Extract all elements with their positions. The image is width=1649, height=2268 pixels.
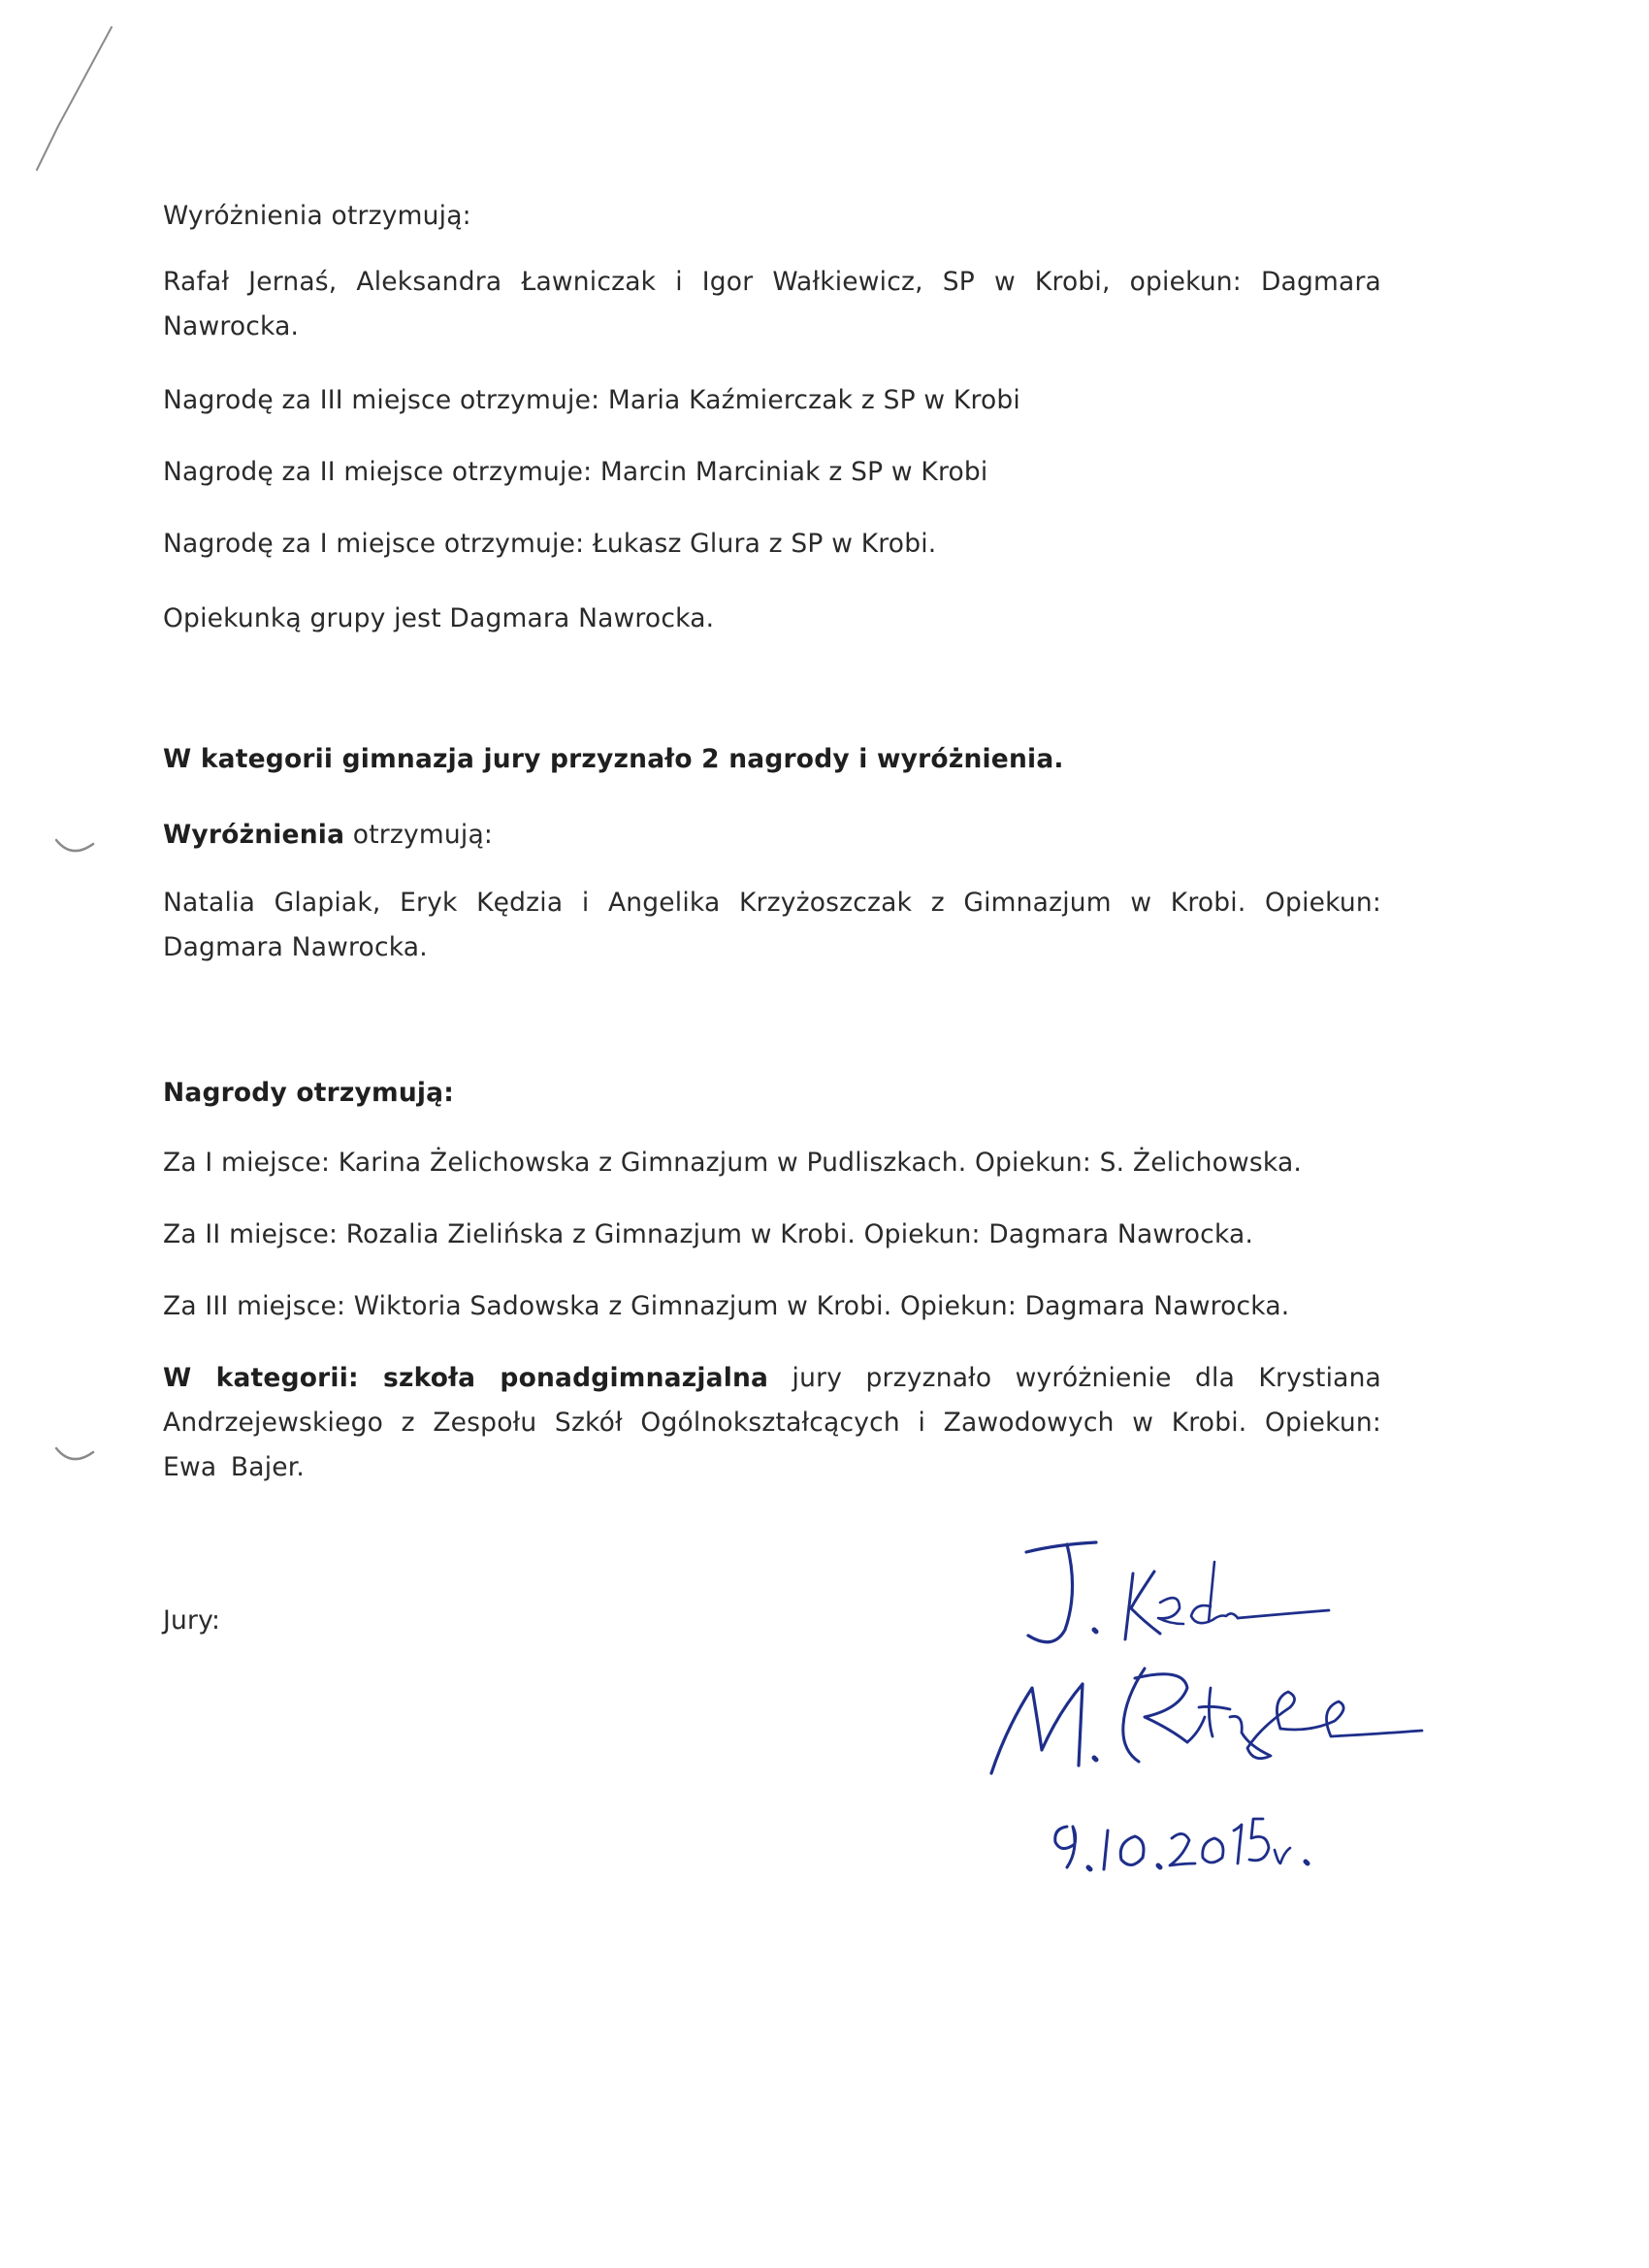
prizes-heading <box>163 1071 1381 1116</box>
prizes-heading-text: Nagrody otrzymują: <box>163 1078 455 1108</box>
first-place-line: Nagrodę za I miejsce otrzymuje: Łukasz Glura z SP w Krobi. <box>163 529 937 559</box>
gim-first-place: Za I miejsce: Karina Żelichowska z Gimnazjum w Pudliszkach. Opiekun: S. Żelichowska. <box>163 1148 1303 1178</box>
mentions-rest: otrzymują: <box>344 820 494 850</box>
honorable-mentions-label: Wyróżnienia otrzymują: <box>163 201 471 231</box>
scan-corner-mark <box>19 19 126 175</box>
gim-third-place: Za III miejsce: Wiktoria Sadowska z Gimnazjum w Krobi. Opiekun: Dagmara Nawrocka. <box>163 1291 1290 1321</box>
group-guardian-line: Opiekunką grupy jest Dagmara Nawrocka. <box>163 603 715 633</box>
third-place-line: Nagrodę za III miejsce otrzymuje: Maria Kaźmierczak z SP w Krobi <box>163 385 1020 415</box>
ponadgimnazjalna-paragraph <box>163 1356 1381 1490</box>
signature-2 <box>980 1649 1436 1785</box>
gimnazja-mentions-label <box>163 813 1381 858</box>
punch-hole-mark <box>50 1442 99 1472</box>
second-place-line: Nagrodę za II miejsce otrzymuje: Marcin Marciniak z SP w Krobi <box>163 457 988 487</box>
ponad-rest: jury przyznało wyróżnienie dla Krystiana Andrzejewskiego z Zespołu Szkół Ogólnokształcących i Zawodowych w Krobi. Opiekun: Ewa Bajer. <box>163 1363 1382 1482</box>
honorable-mentions-names: Rafał Jernaś, Aleksandra Ławniczak i Igor Wałkiewicz, SP w Krobi, opiekun: Dagmara Nawrocka. <box>163 267 1381 341</box>
jury-label: Jury: <box>163 1605 221 1636</box>
mentions-bold: Wyróżnienia <box>163 820 345 850</box>
signature-1 <box>989 1533 1348 1659</box>
section-heading-text: W kategorii gimnazja jury przyznało 2 nagrody i wyróżnienia. <box>163 744 1064 774</box>
punch-hole-mark <box>50 834 99 863</box>
section-heading-gimnazja <box>163 737 1381 782</box>
handwritten-date <box>1038 1790 1329 1877</box>
gimnazja-mentions-names: Natalia Glapiak, Eryk Kędzia i Angelika Krzyżoszczak z Gimnazjum w Krobi. Opiekun: Dagmara Nawrocka. <box>163 888 1381 962</box>
gim-second-place: Za II miejsce: Rozalia Zielińska z Gimnazjum w Krobi. Opiekun: Dagmara Nawrocka. <box>163 1219 1254 1249</box>
ponad-bold: W kategorii: szkoła ponadgimnazjalna <box>163 1363 769 1393</box>
